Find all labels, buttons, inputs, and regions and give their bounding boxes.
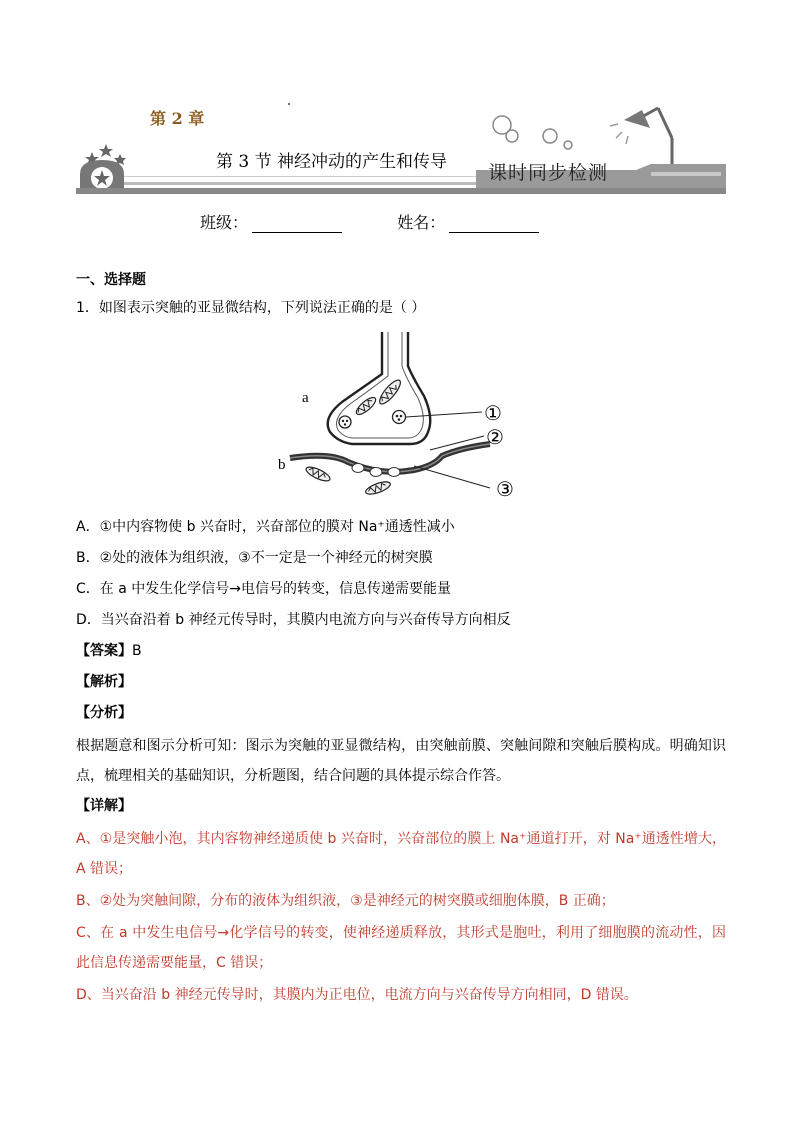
synapse-diagram: [278, 326, 530, 502]
bubble-icon: [506, 130, 518, 142]
xiangjie-label: 【详解】: [76, 798, 132, 814]
name-label: 姓名：: [397, 213, 446, 232]
chapter-label: 第 2 章: [150, 109, 205, 128]
option-a: A．①中内容物使 b 兴奋时，兴奋部位的膜对 Na⁺通透性减小: [76, 519, 455, 535]
bubble-icon: [564, 141, 572, 149]
explanation-b: B、②处为突触间隙，分布的液体为组织液，③是神经元的树突膜或细胞体膜，B 正确；: [76, 893, 615, 909]
explanation-d: D、当兴奋沿 b 神经元传导时，其膜内为正电位，电流方向与兴奋传导方向相同，D 错误。: [76, 987, 638, 1003]
section-title: 第 3 节 神经冲动的产生和传导: [216, 152, 448, 172]
mitochondrion: [304, 464, 331, 483]
answer-line: [76, 641, 142, 661]
mitochondrion: [364, 479, 392, 496]
explanation-c: C、在 a 中发生电信号→化学信号的转变，使神经递质释放，其形式是胞吐，利用了细胞膜的流动性，因此信息传递需要能量，C 错误；: [76, 925, 726, 971]
fenxi-text: 根据题意和图示分析可知：图示为突触的亚显微结构，由突触前膜、突触间隙和突触后膜构成。明确知识点，梳理相关的基础知识，分析题图，结合问题的具体提示综合作答。: [76, 738, 726, 784]
label-a: a: [302, 390, 309, 406]
student-info: [200, 210, 539, 233]
series-title: 课时同步检测: [488, 162, 609, 184]
jiexi-label: 【解析】: [76, 674, 132, 690]
fenxi-label: 【分析】: [76, 705, 132, 721]
synaptic-vesicle: [393, 411, 406, 424]
postsynaptic-membrane: [290, 444, 490, 472]
bubble-icon: [543, 129, 557, 143]
label-2: ②: [486, 425, 504, 449]
class-field[interactable]: [252, 214, 342, 233]
synaptic-vesicle: [339, 416, 351, 428]
question-stem: 1．如图表示突触的亚显微结构，下列说法正确的是（ ）: [76, 300, 426, 316]
label-b: b: [278, 457, 286, 473]
star-icon: [99, 144, 113, 157]
option-d: D．当兴奋沿着 b 神经元传导时，其膜内电流方向与兴奋传导方向相反: [76, 612, 511, 628]
name-field[interactable]: [449, 214, 539, 233]
answer-label: 【答案】: [76, 643, 132, 659]
label-3: ③: [496, 477, 514, 501]
answer-value: B: [132, 643, 142, 659]
explanation-a: A、①是突触小泡，其内容物神经递质使 b 兴奋时，兴奋部位的膜上 Na⁺通道打开，对 Na⁺通透性增大，A 错误；: [76, 831, 726, 877]
option-c: C．在 a 中发生化学信号→电信号的转变，信息传递需要能量: [76, 581, 451, 597]
option-b: B．②处的液体为组织液，③不一定是一个神经元的树突膜: [76, 550, 433, 566]
section-heading: 一、选择题: [76, 272, 146, 288]
class-label: 班级：: [200, 213, 249, 232]
label-1: ①: [484, 401, 502, 425]
